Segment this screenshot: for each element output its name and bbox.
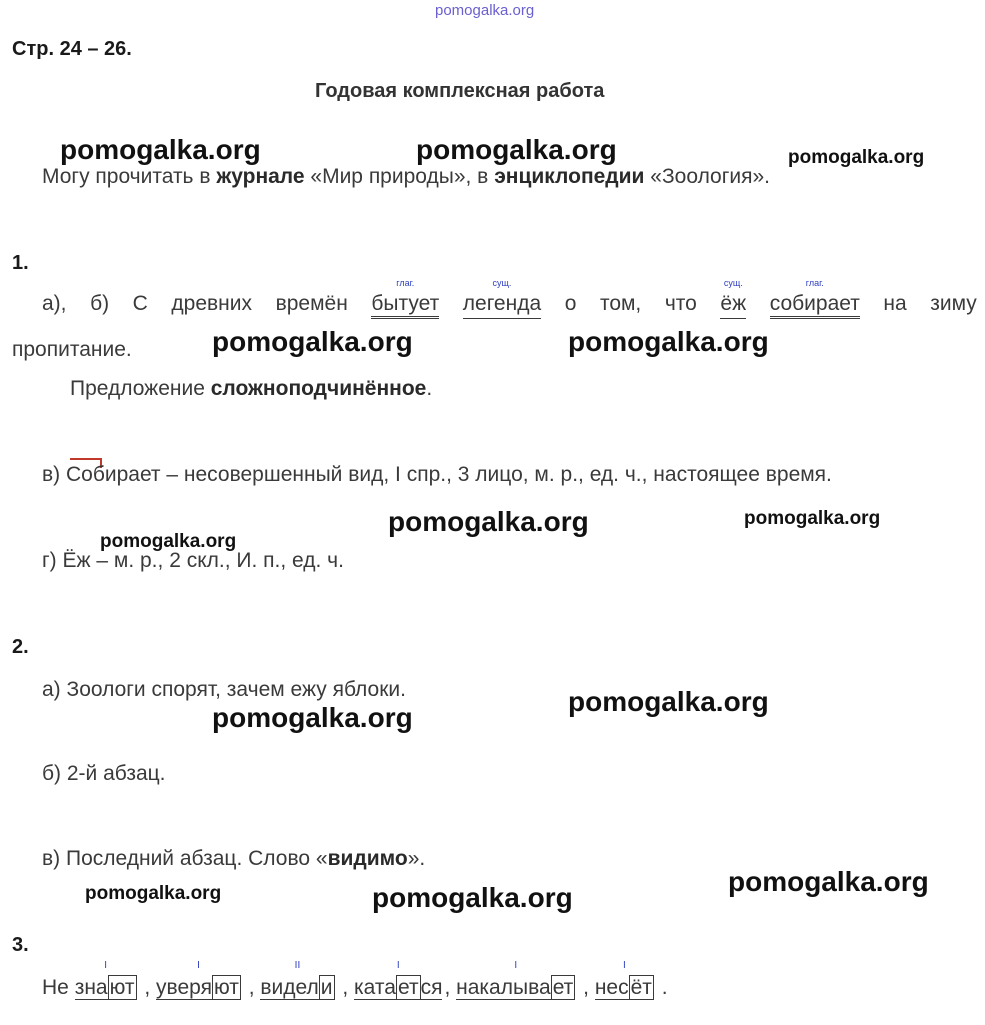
watermark: pomogalka.org [568,326,769,357]
verb-suffix: а [384,976,396,999]
predicate-word [371,278,440,319]
pos-label: сущ. [723,278,743,288]
sentence-type-end: . [426,377,433,400]
task-number: 1. [12,252,29,274]
verb-nesiot [594,960,654,1000]
word-text: ёж [720,292,747,315]
word: б) [90,292,110,315]
watermark: pomogalka.org [728,866,929,897]
watermark: pomogalka.org [744,508,881,529]
verb-nakalyvaet [456,960,575,1000]
word: что [664,292,697,315]
conjugation-mark: II [294,960,301,971]
sentence-type-bold: сложноподчинённое [210,377,427,400]
watermark: pomogalka.org [788,147,925,168]
task1-sentence-line2: пропитание. [12,338,132,361]
sentence-type-text: Предложение [70,377,211,400]
task2-v-bold: видимо [327,847,408,870]
task-number: 3. [12,934,29,956]
separator: , [444,976,457,999]
verb-videli [260,960,334,1000]
watermark: pomogalka.org [212,702,413,733]
verb-root: видел [260,976,319,999]
conjugation-mark: I [104,960,107,971]
intro-paragraph [42,165,770,189]
subject-word [462,278,542,319]
conjugation-mark: I [396,960,400,971]
separator: , [336,976,355,999]
word-text: собирает [769,292,860,315]
task2-v [42,847,425,871]
subject-word [720,278,747,319]
verb-root: уверя [156,976,212,999]
verb-postfix: ся [420,976,443,999]
intro-text: «Мир природы», в [304,165,495,188]
task2-v-text: в) Последний абзац. Слово « [42,847,328,870]
task-number: 2. [12,636,29,658]
conjugation-mark: I [622,960,626,971]
verb-ending: ют [213,976,239,999]
intro-text: «Зоология». [644,165,771,188]
separator: , [138,976,157,999]
word: зиму [930,292,977,315]
separator: , [242,976,261,999]
conjugation-mark: I [514,960,518,971]
conjugation-mark: I [197,960,200,971]
task1-v: в) Собирает – несовершенный вид, I спр., 3 лицо, м. р., ед. ч., настоящее время. [42,463,832,486]
intro-text: Могу прочитать в [42,165,217,188]
task3-verb-list [42,960,668,1000]
watermark: pomogalka.org [372,882,573,913]
watermark: pomogalka.org [100,531,237,552]
watermark-top[interactable]: pomogalka.org [435,2,535,19]
verb-ending: и [320,976,333,999]
watermark: pomogalka.org [85,883,222,904]
task2-v-end: ». [407,847,426,870]
word: о [564,292,577,315]
intro-bold: энциклопедии [494,165,645,188]
watermark: pomogalka.org [212,326,413,357]
word: древних [171,292,253,315]
verb-ending: ёт [630,976,652,999]
task3-prefix: Не [42,976,75,999]
verb-root: нес [594,976,629,999]
verb-kataetsia [354,960,443,1000]
page-title: Годовая комплексная работа [315,80,605,102]
watermark: pomogalka.org [568,686,769,717]
word: С [132,292,148,315]
word: времён [275,292,348,315]
word-text: легенда [462,292,542,315]
verb-ending: ет [397,976,419,999]
predicate-word [769,278,860,319]
intro-bold: журнале [216,165,305,188]
verb-root: кат [354,976,385,999]
watermark: pomogalka.org [416,134,617,165]
verb-uveriaiut [156,960,241,1000]
sentence-type [70,377,432,401]
task2-a: а) Зоологи спорят, зачем ежу яблоки. [42,678,406,701]
verb-root: накалыва [456,976,551,999]
page-reference: Стр. 24 – 26. [12,38,132,60]
word: том, [599,292,642,315]
separator: . [655,976,668,999]
pos-label: сущ. [492,278,512,288]
verb-znaiut [74,960,137,1000]
word: на [883,292,907,315]
watermark: pomogalka.org [388,506,589,537]
verb-root: зна [74,976,108,999]
watermark: pomogalka.org [60,134,261,165]
task1-g: г) Ёж – м. р., 2 скл., И. п., ед. ч. [42,549,344,572]
task2-b: б) 2-й абзац. [42,762,166,785]
separator: , [577,976,595,999]
word: а), [42,292,67,315]
word-text: бытует [371,292,440,315]
pos-label: глаг. [805,278,824,288]
verb-ending: ет [552,976,574,999]
task1-sentence-line1 [42,278,977,319]
pos-label: глаг. [396,278,415,288]
verb-ending: ют [109,976,135,999]
